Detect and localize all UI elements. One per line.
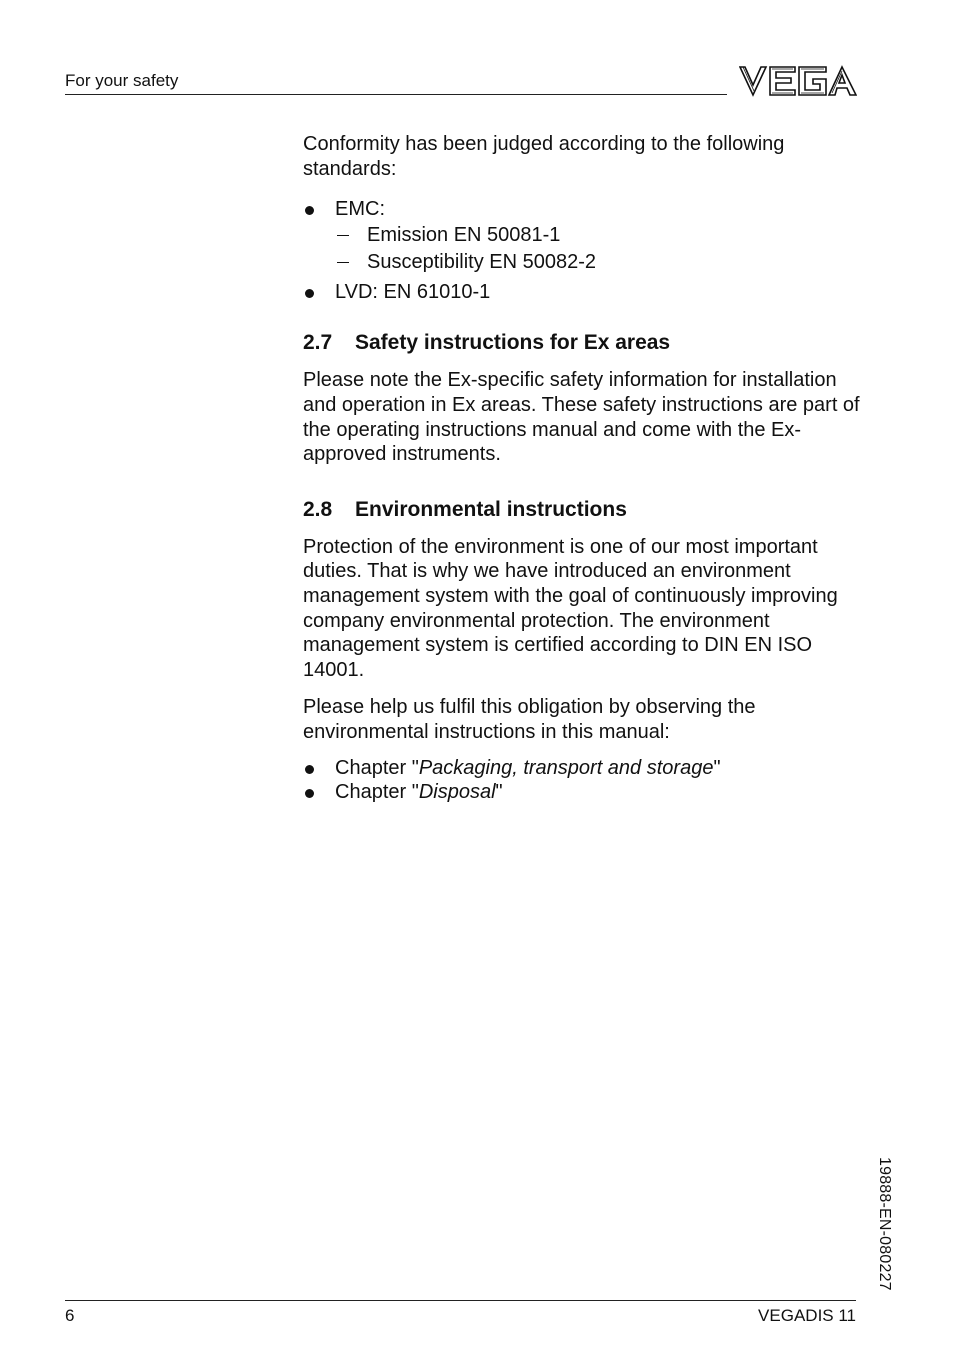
ex-areas-paragraph: Please note the Ex-specific safety information for installation and operation in Ex areas. These safety instructions are part of the operating instructions manual and come with the Ex-approved instruments. [303,369,860,466]
conformity-intro: Conformity has been judged according to the following standards: [303,133,785,180]
list-item [303,756,863,781]
product-name: VEGADIS 11 [758,1306,856,1325]
section-number: 2.7 [303,331,333,355]
list-item-label: Susceptibility EN 50082-2 [367,250,597,273]
section-title: Environmental instructions [355,497,627,521]
chapter-name: Disposal [418,781,496,804]
list-item [303,780,863,805]
chapter-name: Packaging, transport and storage [418,756,714,779]
list-item [335,249,863,276]
vega-logo [739,65,857,97]
chapter-prefix: Chapter " [335,781,419,804]
list-item-label: Emission EN 50081-1 [367,223,561,246]
list-item [303,280,863,305]
bullet-icon [305,789,314,798]
chapter-prefix: Chapter " [335,756,419,779]
chapter-suffix: " [495,781,503,804]
list-item-label: EMC: [335,198,385,221]
section-heading-2-7 [303,330,863,356]
standards-list [303,197,863,304]
list-item-label: LVD: EN 61010-1 [335,280,491,303]
running-header: For your safety [65,71,179,90]
section-number: 2.8 [303,497,333,521]
environment-paragraph: Protection of the environment is one of our most important duties. That is why we have introduced an environment management system with the goal of continuously improving company environmental protection. The environment management system is certified according to DIN EN ISO 14001. [303,535,838,681]
section-heading-2-8 [303,497,863,523]
main-content [303,132,863,805]
list-item [303,197,863,276]
footer-rule [65,1300,856,1301]
document-number: 19888-EN-080227 [876,1157,893,1291]
help-paragraph: Please help us fulfil this obligation by observing the environmental instructions in this manual: [303,696,756,743]
page-number: 6 [65,1306,75,1325]
list-item [335,222,863,249]
chapter-suffix: " [713,756,721,779]
dash-icon [337,262,349,263]
chapters-list [303,756,863,805]
section-title: Safety instructions for Ex areas [355,331,671,355]
bullet-icon [305,289,314,298]
header-rule [65,94,727,95]
emc-sub-list [335,222,863,276]
bullet-icon [305,206,314,215]
dash-icon [337,235,349,236]
bullet-icon [305,765,314,774]
